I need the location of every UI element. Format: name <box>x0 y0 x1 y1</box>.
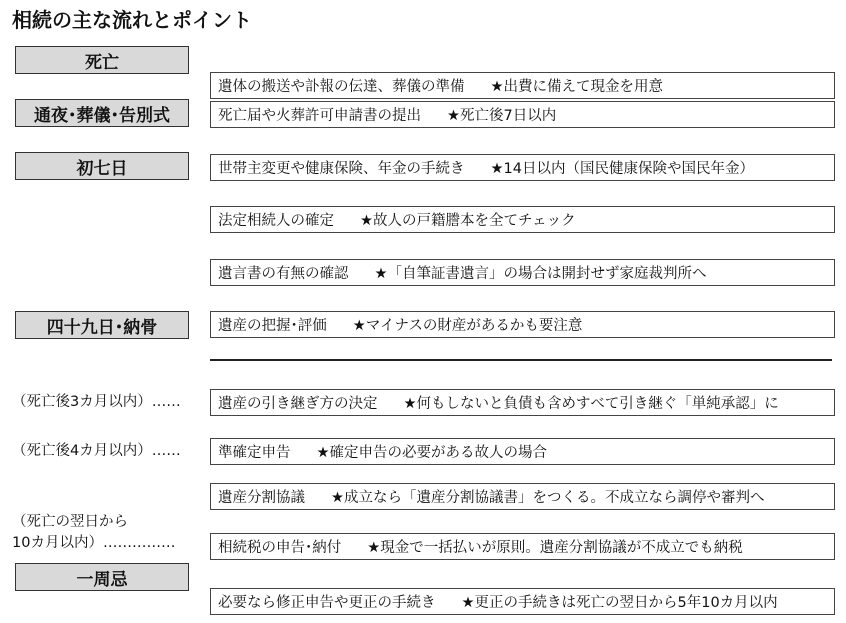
task-box <box>210 259 835 286</box>
task-point: ★14日以内（国民健康保険や国民年金） <box>490 161 754 177</box>
task-point: ★現金で一括払いが原則。遺産分割協議が不成立でも納税 <box>367 540 743 556</box>
task-text: 死亡届や火葬許可申請書の提出 <box>218 108 421 124</box>
task-text: 法定相続人の確定 <box>218 213 334 229</box>
task-point: ★故人の戸籍謄本を全てチェック <box>360 213 576 229</box>
task-text: 遺産の引き継ぎ方の決定 <box>218 396 378 412</box>
task-box <box>210 154 835 181</box>
stage-funeral: 通夜･葬儀･告別式 <box>15 99 189 127</box>
task-point: ★何もしないと負債も含めすべて引き継ぐ「単純承認」に <box>403 396 779 412</box>
task-text: 遺産分割協議 <box>218 490 305 506</box>
task-text: 遺産の把握･評価 <box>218 318 327 334</box>
task-point: ★死亡後7日以内 <box>447 108 557 124</box>
deadline-4-months: （死亡後4カ月以内）…… <box>12 443 181 459</box>
deadline-10-months-line1: （死亡の翌日から <box>12 514 128 530</box>
deadline-10-months-line2: 10カ月以内）…………… <box>12 535 176 551</box>
task-text: 必要なら修正申告や更正の手続き <box>218 595 436 611</box>
section-divider <box>210 359 832 361</box>
task-point: ★出費に備えて現金を用意 <box>490 79 663 95</box>
deadline-3-months: （死亡後3カ月以内）…… <box>12 394 181 410</box>
task-point: ★成立なら「遺産分割協議書」をつくる。不成立なら調停や審判へ <box>331 490 765 506</box>
task-point: ★確定申告の必要がある故人の場合 <box>316 445 547 461</box>
task-point: ★更正の手続きは死亡の翌日から5年10カ月以内 <box>461 595 778 611</box>
task-box <box>210 483 835 510</box>
stage-shonanoka: 初七日 <box>15 152 189 180</box>
task-box <box>210 311 835 338</box>
task-text: 相続税の申告･納付 <box>218 540 342 556</box>
task-point: ★マイナスの財産があるかも要注意 <box>352 318 583 334</box>
task-box <box>210 588 835 615</box>
task-text: 遺体の搬送や訃報の伝達、葬儀の準備 <box>218 79 465 95</box>
task-box <box>210 389 835 416</box>
task-point: ★「自筆証書遺言」の場合は開封せず家庭裁判所へ <box>374 266 707 282</box>
task-text: 世帯主変更や健康保険、年金の手続き <box>218 161 465 177</box>
page-title: 相続の主な流れとポイント <box>12 8 252 32</box>
stage-shijukunichi: 四十九日･納骨 <box>15 311 189 339</box>
task-box <box>210 206 835 233</box>
task-box <box>210 72 835 99</box>
task-box <box>210 101 835 128</box>
task-text: 準確定申告 <box>218 445 291 461</box>
stage-death: 死亡 <box>15 46 189 74</box>
stage-isshuki: 一周忌 <box>15 563 189 591</box>
task-box <box>210 438 835 465</box>
task-text: 遺言書の有無の確認 <box>218 266 349 282</box>
task-box <box>210 533 835 560</box>
